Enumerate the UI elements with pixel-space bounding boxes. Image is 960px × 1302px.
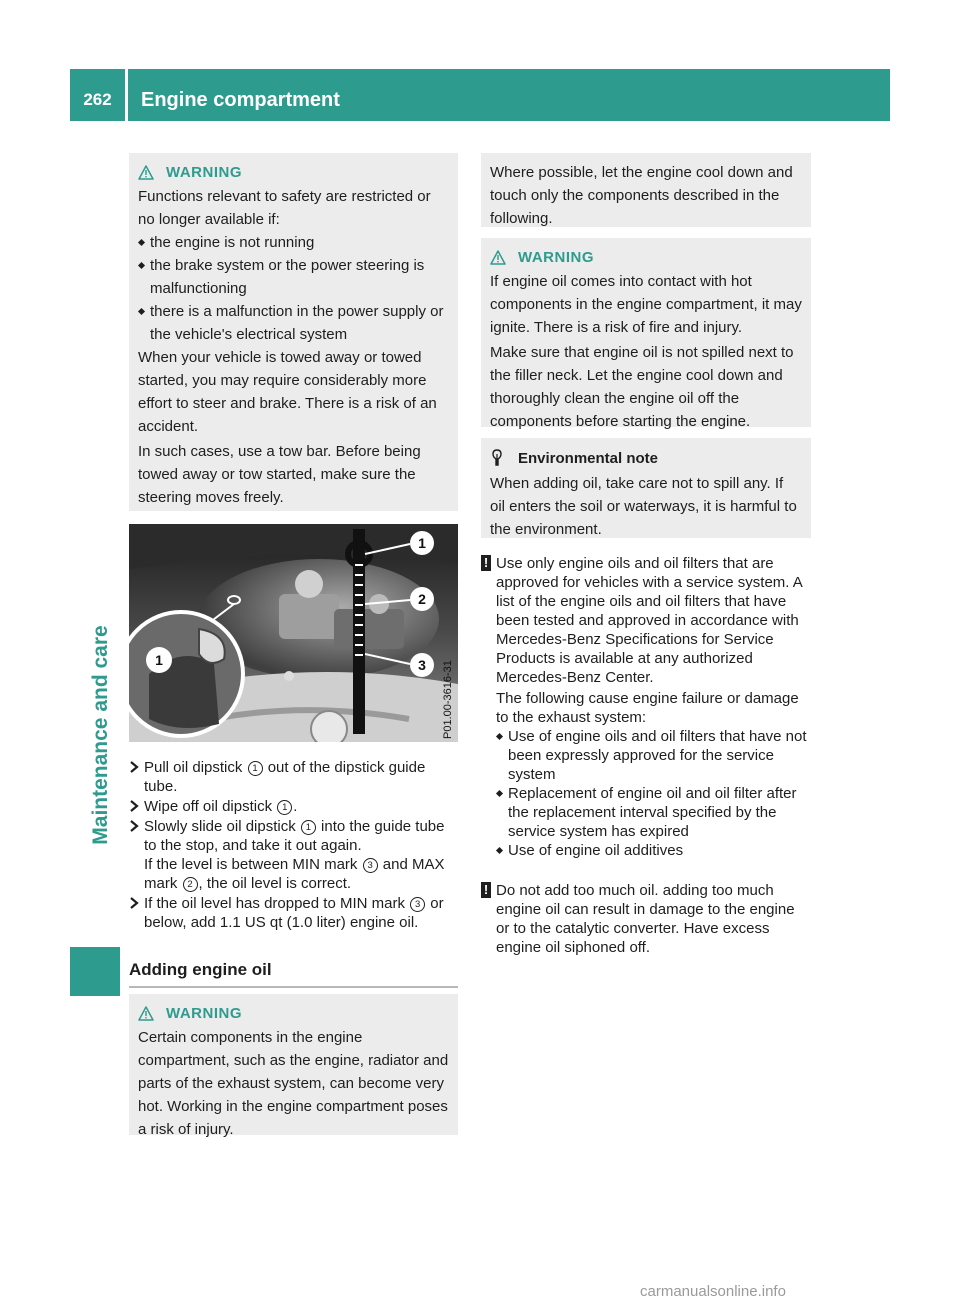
step-arrow-icon <box>129 819 139 833</box>
warning-paragraph: If engine oil comes into contact with hot components in the engine compartment, it may ignite. There is a risk of fire and injury. <box>490 273 802 336</box>
warning-box-hot-components <box>129 994 458 1138</box>
step-arrow-icon <box>129 760 139 774</box>
engine-compartment-photo <box>129 524 458 742</box>
section-title: Adding engine oil <box>129 960 458 988</box>
callout-ref: 1 <box>301 820 316 835</box>
info-text: Where possible, let the engine cool down and touch only the components described in the following. <box>490 164 793 227</box>
step-item <box>129 894 461 932</box>
env-note-header <box>490 446 802 470</box>
callout-ref: 3 <box>363 858 378 873</box>
page-number: 262 <box>83 90 112 109</box>
step-item <box>129 758 461 796</box>
notice-bullet-list <box>496 727 811 860</box>
step-text: . <box>293 798 298 815</box>
dipstick-steps <box>129 758 461 933</box>
callout-1: 1 <box>418 535 426 551</box>
step-text: out of the dipstick guide tube. <box>144 759 426 795</box>
list-item: Use of engine oils and oil filters that have not been expressly approved for the service system <box>496 727 811 784</box>
warning-paragraph: Certain components in the engine compartment, such as the engine, radiator and parts of the exhaust system, can become very hot. Working in the engine compartment poses a risk of injury. <box>138 1029 449 1138</box>
env-note-text: When adding oil, take care not to spill any. If oil enters the soil or waterways, it is harmful to the environment. <box>490 475 797 538</box>
callout-ref: 1 <box>277 800 292 815</box>
callout-ref: 3 <box>410 897 425 912</box>
callout-2: 2 <box>418 591 426 607</box>
environment-bulb-icon <box>490 448 518 468</box>
warning-intro: Functions relevant to safety are restricted or no longer available if: <box>138 188 431 228</box>
step-text: , the oil level is correct. <box>198 875 352 892</box>
warning-box-safety <box>129 153 458 511</box>
warning-box-fire <box>481 238 811 430</box>
step-text: If the oil level has dropped to MIN mark <box>144 895 410 912</box>
callout-3: 3 <box>418 657 426 673</box>
notice-approved-oils <box>481 554 811 860</box>
side-chapter-tab <box>70 947 120 996</box>
environmental-note-box <box>481 438 811 538</box>
step-item <box>129 797 461 816</box>
list-item: the brake system or the power steering is malfunctioning <box>138 254 449 300</box>
step-text: or below, add 1.1 US qt (1.0 liter) engine oil. <box>144 895 444 931</box>
step-text: and MAX mark <box>144 856 445 892</box>
list-item: Use of engine oil additives <box>496 841 811 860</box>
warning-triangle-icon <box>138 162 166 182</box>
warning-header <box>490 246 802 268</box>
exclamation-icon: ! <box>481 555 491 571</box>
inset-callout-1: 1 <box>155 652 163 668</box>
page-title: Engine compartment <box>141 89 340 111</box>
warning-triangle-icon <box>138 1003 166 1023</box>
engine-photo-illustration <box>129 524 458 742</box>
warning-header <box>138 1002 449 1024</box>
notice-paragraph: The following cause engine failure or damage to the exhaust system: <box>496 690 799 726</box>
list-item: the engine is not running <box>138 231 449 254</box>
callout-ref: 2 <box>183 877 198 892</box>
step-text: If the level is between MIN mark <box>144 856 362 873</box>
step-item <box>129 817 461 893</box>
warning-header <box>138 161 449 183</box>
side-chapter-text: Maintenance and care <box>89 625 112 845</box>
step-arrow-icon <box>129 896 139 910</box>
step-text: Pull oil dipstick <box>144 759 247 776</box>
callout-ref: 1 <box>248 761 263 776</box>
warning-triangle-icon <box>490 247 518 267</box>
step-text: into the guide tube to the stop, and take it out again. <box>144 818 445 854</box>
notice-overfill <box>481 881 811 957</box>
list-item: Replacement of engine oil and oil filter after the replacement interval specified by the service system has expired <box>496 784 811 841</box>
figure-code: P01.00-3616-31 <box>442 660 454 739</box>
header-divider <box>125 69 128 121</box>
warning-paragraph: When your vehicle is towed away or towed started, you may require considerably more effort to steer and brake. There is a risk of an accident. <box>138 349 437 435</box>
notice-paragraph: Use only engine oils and oil filters that are approved for vehicles with a service system. A list of the engine oils and oil filters that have been tested and approved in accordance with Mercedes-Benz Specifications for Service Products is available at any authorized Mercedes-Benz Center. <box>496 555 802 686</box>
side-chapter-label <box>86 540 116 930</box>
info-box-cool-down <box>481 153 811 227</box>
warning-bullet-list <box>138 231 449 346</box>
watermark: carmanualsonline.info <box>640 1283 786 1300</box>
exclamation-icon: ! <box>481 882 491 898</box>
notice-paragraph: Do not add too much oil. adding too much engine oil can result in damage to the engine or to the catalytic converter. Have excess engine oil siphoned off. <box>496 882 795 956</box>
warning-title: WARNING <box>166 163 242 181</box>
step-arrow-icon <box>129 799 139 813</box>
list-item: there is a malfunction in the power supply or the vehicle's electrical system <box>138 300 449 346</box>
step-text: Slowly slide oil dipstick <box>144 818 300 835</box>
warning-title: WARNING <box>166 1004 242 1022</box>
warning-paragraph: In such cases, use a tow bar. Before being towed away or tow started, make sure the steering moves freely. <box>138 443 421 506</box>
warning-title: WARNING <box>518 248 594 266</box>
warning-paragraph: Make sure that engine oil is not spilled next to the filler neck. Let the engine cool down and thoroughly clean the engine oil off the components before starting the engine. <box>490 344 794 430</box>
env-note-title: Environmental note <box>518 449 659 467</box>
step-text: Wipe off oil dipstick <box>144 798 277 815</box>
